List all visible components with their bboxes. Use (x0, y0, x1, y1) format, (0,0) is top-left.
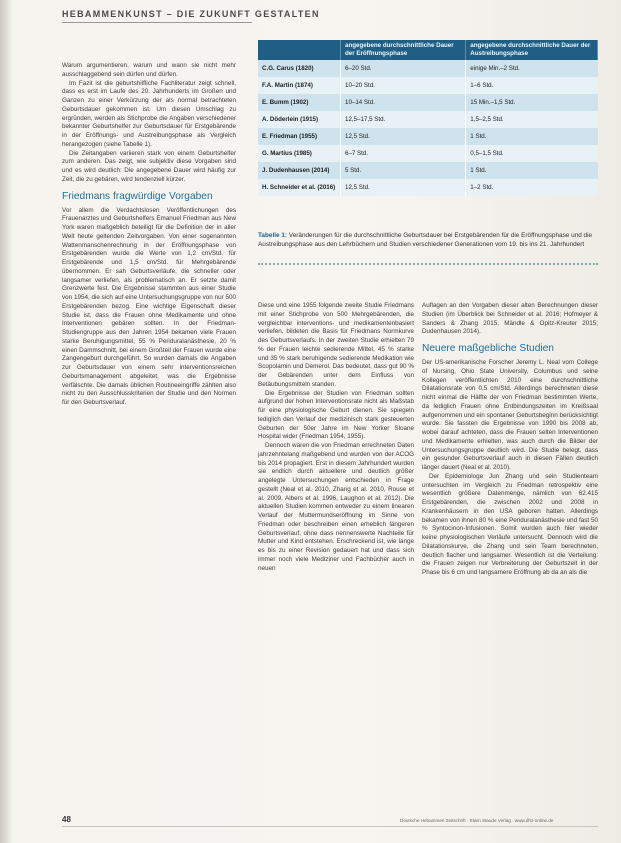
table-cell-author: F.A. Martin (1874) (258, 77, 341, 94)
dotted-divider (258, 263, 598, 265)
table-cell-author: E. Friedman (1955) (258, 128, 341, 145)
table-header-pushing: angegebene durchschnittliche Dauer der Austreibungsphase (466, 40, 598, 60)
table-cell-opening: 6–20 Std. (341, 60, 466, 77)
paragraph: Die Ergebnisse der Studien von Friedman sollten aufgrund der hohen Interventionsrate nicht als Maßstab für eine physiologische Geburt dienen. Sie spiegeln lediglich den Verlauf der medizinisch stark gesteuerten Geburten der 50er Jahre im New Yorker Sloane Hospital wider (Friedman 1954, 1955). (258, 389, 414, 441)
table-row (258, 128, 598, 145)
table-cell-author: E. Bumm (1902) (258, 94, 341, 111)
table-cell-pushing: 0,5–1,5 Std. (466, 145, 598, 162)
table-header-opening: angegebene durchschnittliche Dauer der Eröffnungsphase (341, 40, 466, 60)
section-heading-friedman: Friedmans fragwürdige Vorgaben (62, 190, 213, 202)
paragraph: Im Fazit ist die geburtshilfliche Fachliteratur zeigt schnell, dass es erst im Laufe des 20. Jahrhunderts im Großen und Ganzen zu einer Verkürzung der als normal betrachteten Geburtsdauer gekommen ist. Um diesen Umschlag zu ergründen, werden als Stichprobe die Angaben verschiedener bekannter Geburtshelfer zur Geburtsdauer für Erstgebärende in der Eröffnungs- und Austreibungsphase als Vergleich herangezogen (siehe Tabelle 1). (62, 79, 236, 148)
column-right (422, 302, 598, 578)
section-heading-studies: Neuere maßgebliche Studien (422, 343, 554, 354)
table-cell-pushing: 1–6 Std. (466, 77, 598, 94)
paragraph: Diese und eine 1955 folgende zweite Studie Friedmans mit einer Stichprobe von 500 Mehrgebärenden, die vergleichbar interventions- und medikamentenbasiert verliefen, bildeten die Basis für Friedmans Normkurve des Geburtsverlaufs. In der zweiten Studie erhielten 79 % der Frauen leichte sedierende Mittel, 45 % starke und 35 % stark beruhigende sedierende Medikation wie Scopolamin und Demerol. Das bedeutet, dass gut 90 % der Gebärenden unter dem Einfluss von Betäubungsmitteln standen. (258, 302, 414, 388)
table-cell-pushing: einige Min.–2 Std. (466, 60, 598, 77)
table-cell-author: J. Dudenhausen (2014) (258, 162, 341, 179)
table-cell-author: A. Döderlein (1915) (258, 111, 341, 128)
duration-table (258, 40, 598, 196)
paragraph: Auflagen an den Vorgaben dieser alten Berechnungen dieser Studien (im Überblick bei Schneider et al. 2016; Hofmeyer & Sanders & Zhang 2015, Mändle & Opitz-Kreuter 2015; Dudenhausen 2014). (422, 302, 598, 336)
paragraph: Dennoch waren die von Friedman errechneten Daten jahrzehntelang maßgebend und wurden von der ACOG bis 2014 propagiert. Erst in diesem Jahrhundert wurden sie endlich durch aktuellere und deutlich größer angelegte Untersuchungen entschieden in Frage gestellt (Neal et al. 2010, Zhang et al. 2010, Rouse et al. 2009, Albers et al. 1996, Laughon et al. 2012). Die aktuellen Studien kommen entweder zu einem linearen Verlauf der Muttermundseröffnung im Sinne von Friedman oder beschreiben einen erheblich längeren Geburtsverlauf, ohne dass nennenswerte Nachteile für Mutter und Kind entstehen. Erschreckend ist, wie lange es bis zu einer Revision gedauert hat und dass sich immer noch viele Mediziner und Fachbücher auch in neuen (258, 442, 414, 572)
column-left (62, 62, 236, 408)
binding-shadow (0, 0, 12, 843)
table-cell-opening: 12,5 Std. (341, 179, 466, 196)
table-cell-pushing: 1 Std. (466, 128, 598, 145)
table-cell-opening: 12,5 Std. (341, 128, 466, 145)
table-row (258, 60, 598, 77)
table-cell-pushing: 1,5–2,5 Std. (466, 111, 598, 128)
table-row (258, 77, 598, 94)
table-row (258, 179, 598, 196)
table-caption (258, 232, 598, 249)
table-cell-author: H. Schneider et al. (2016) (258, 179, 341, 196)
paragraph: Vor allem die Verdachtslosen Veröffentlichungen des Frauenarztes und Geburtshelfers Emanuel Friedman aus New York waren maßgeblich beteiligt für die Definition der in aller Welt heute geltenden Zeitvorgaben. Von einer sogenannten Wattenmanschenrechnung in der Eröffnungsphase von Erstgebärenden wurde die Werte von 1,2 cm/Std. für Erstgebärende und 1,5 cm/Std. für Mehrgebärende übernommen. Er sah Geburtsverläufe, die schneller oder langsamer verliefen, als problematisch an. Er setzte damit Grenzwerte fest. Die Ergebnisse stammten aus einer Studie von 1954, die sich auf eine Untersuchungsgruppe von nur 500 Erstgebärenden bezog. Eine wichtige Eigenschaft dieser Studie ist, dass die Frauen ohne Medikamente und ohne Interventionen gebären sollten. In der Friedman-Studiengruppe aus den Jahren 1954 bekamen viele Frauen starke Beruhigungsmittel, 55 % Periduralanästhesie, 20 % einen Dammschnitt, bei einem Großteil der Frauen wurde eine Zangengeburt durchgeführt. So wurden damals die Angaben zur Geburtsdauer von einem sehr interventionsreichen Geburtsmanagement abgeleitet, was die Ergebnisse verfälschte. Die damals üblichen Routineeingriffe zählten also nicht zu den Ausschlusskriterien der Studie und den Normen für den Geburtsverlauf. (62, 206, 236, 406)
table-cell-opening: 10–20 Std. (341, 77, 466, 94)
table-cell-author: G. Martius (1985) (258, 145, 341, 162)
table-row (258, 162, 598, 179)
paragraph: Die Zeitangaben variieren stark von einem Geburtshelfer zum anderen. Das zeigt, wie subjektiv diese Vorgaben sind und es wird deutlich: Die angegebene Dauer wird häufig zur Zeit, die zu gebären, wird tendenziell kürzer. (62, 149, 236, 183)
paragraph: Der Epidemiologe Jun Zhang und sein Studienteam untersuchten im Vergleich zu Friedman retrospektiv eine wesentlich größere Datenmenge, nämlich von 62.415 Erstgebärenden, die zwischen 2002 und 2008 in Krankenhäusern in den USA geboren hatten. Allerdings bekamen von ihnen 80 % eine Periduralanästhesie und fast 50 % Syntocinon-Infusionen. Somit wurden auch hier wieder keine physiologischen Verläufe untersucht. Dennoch wird die Dilatationskurve, die Zhang und sein Team berechneten, deutlich flacher und langsamer. Wesentlich ist die Verteilung: die Frauen zeigen nur Verbreiterung der Geburtszeit in der Phase bis 6 cm und langsamere Eröffnung ab da an als die (422, 472, 598, 576)
table-cell-opening: 5 Std. (341, 162, 466, 179)
table-cell-pushing: 1–2 Std. (466, 179, 598, 196)
table-cell-opening: 12,5–17,5 Std. (341, 111, 466, 128)
table-cell-pushing: 1 Std. (466, 162, 598, 179)
table-row (258, 94, 598, 111)
column-middle (258, 302, 414, 573)
table-row (258, 111, 598, 128)
running-head: HEBAMMENKUNST – DIE ZUKUNFT GESTALTEN (62, 9, 320, 19)
table-cell-opening: 10–14 Std. (341, 94, 466, 111)
paragraph: Warum argumentieren, warum und wann sie nicht mehr ausschlaggebend sein dürfen und dürfen. (62, 62, 236, 78)
footer-rule (62, 826, 598, 827)
table-header-row (258, 40, 598, 60)
caption-lead: Tabelle 1: (258, 232, 288, 239)
table-cell-pushing: 15 Min.–1,5 Std. (466, 94, 598, 111)
page-number: 48 (62, 815, 71, 824)
table-cell-opening: 6–7 Std. (341, 145, 466, 162)
table-header-empty (258, 40, 341, 60)
header-rule (62, 22, 252, 23)
table-row (258, 145, 598, 162)
caption-text: Veränderungen für die durchschnittliche Geburtsdauer bei Erstgebärenden für die Eröffnungsphase und die Austreibungsphase aus den Lehrbüchern und Studien verschiedener Generationen vom 19. bis ins 21. Jahrhundert (258, 232, 593, 248)
paragraph: Der US-amerikanische Forscher Jeremy L. Neal vom College of Nursing, Ohio State University, Columbus und seine Kollegen veröffentlichten 2010 eine durchschnittliche Dilatationsrate von 0,5 cm/Std. Allerdings berechneten diese nicht einmal die Hälfte der von Friedman bestimmten Werte, da lediglich Frauen ohne Entbindungszeiten im Kreißsaal aufgenommen und ein spontaner Geburtsbeginn berücksichtigt wurde. Sie fassten die Ergebnisse von 1990 bis 2008 ab, wobei darauf achteten, dass die Frauen selten Interventionen und Medikamente erhielten, was auch durch die Bilder der Untersuchungsgruppe deutlich wird. Die Studie belegt, dass ein gesunder Geburtsverlauf auch in diesen Fällen deutlich länger dauert (Neal et al. 2010). (422, 359, 598, 471)
table-cell-author: C.G. Carus (1820) (258, 60, 341, 77)
footer-text: Deutsche Hebammen Zeitschrift · Elwin Staude Verlag · www.dhz-online.de (400, 818, 554, 823)
